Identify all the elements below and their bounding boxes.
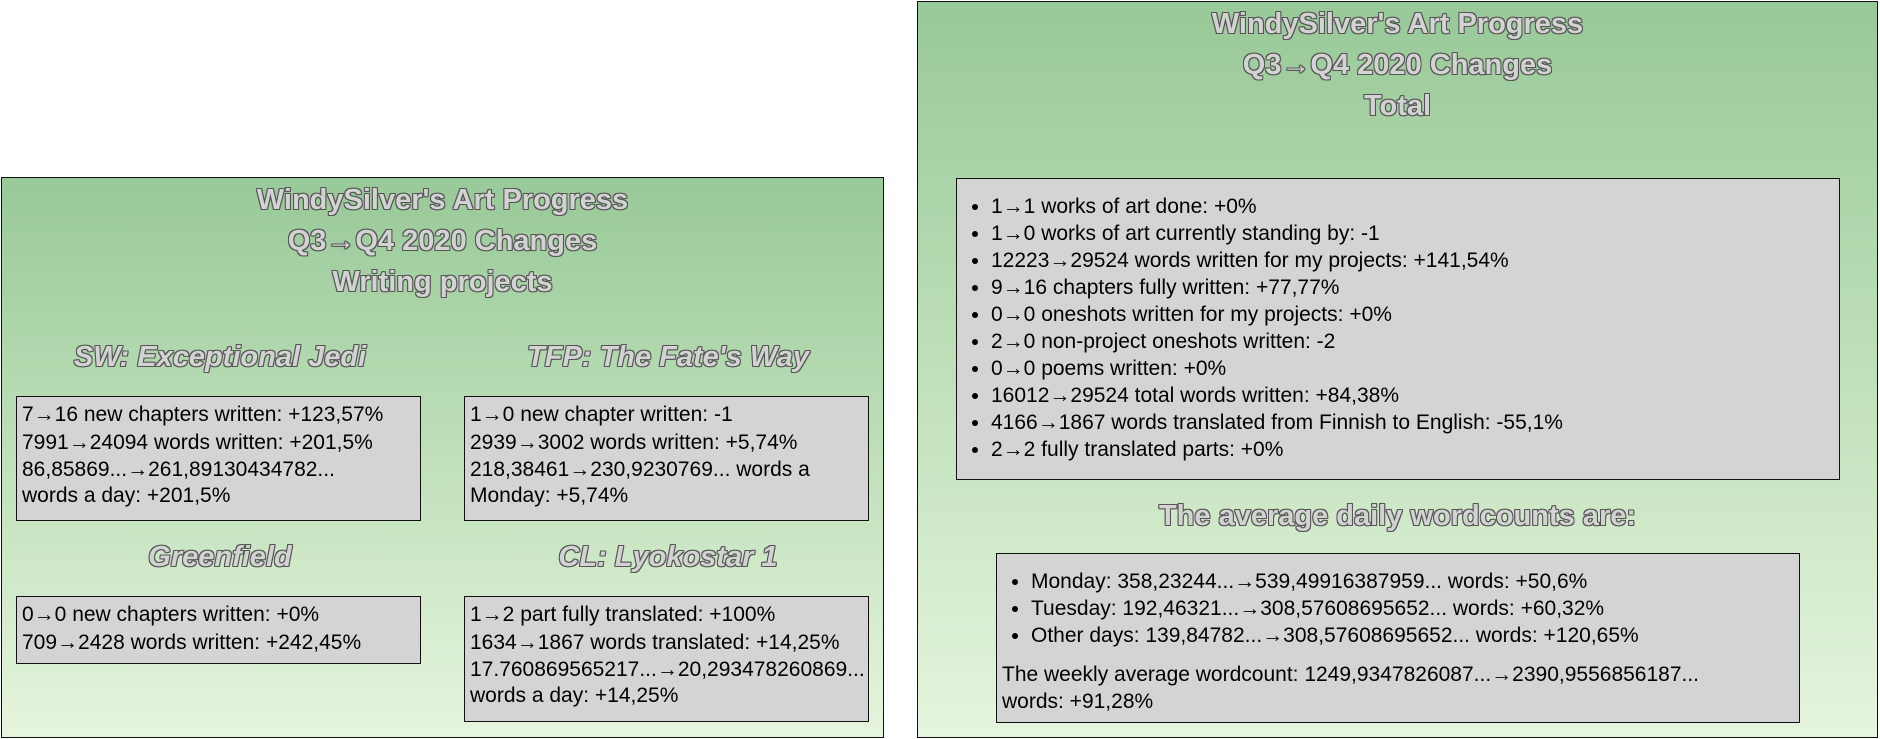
totals-list: [957, 193, 1839, 463]
panel-title-line-1: WindySilver's Art Progress: [1211, 8, 1584, 40]
panel-title: [2, 180, 883, 303]
daily-averages-list: [997, 568, 1799, 649]
project-stats-tfp-the-fates-way: [464, 396, 869, 521]
project-stat-line: 7991→24094 words written: +201,5%: [22, 431, 373, 454]
project-heading-cl-lyokostar-1: CL: Lyokostar 1: [558, 541, 778, 573]
panel-title-line-1: WindySilver's Art Progress: [256, 184, 629, 216]
totals-list-box: [956, 178, 1840, 480]
panel-title-line-3: Total: [1363, 90, 1432, 122]
list-item: • 2→0 non-project oneshots written: -2: [991, 328, 1839, 355]
list-item: • 0→0 poems written: +0%: [991, 355, 1839, 382]
project-stat-line: 709→2428 words written: +242,45%: [22, 631, 362, 654]
project-stat-line: 2939→3002 words written: +5,74%: [470, 431, 798, 454]
writing-projects-panel: [1, 177, 884, 738]
weekly-average: The weekly average wordcount: 1249,9347826087...→2390,9556856187... words: +91,28%: [1002, 663, 1700, 713]
total-panel: [917, 1, 1878, 738]
list-item: • 0→0 oneshots written for my projects: +0%: [991, 301, 1839, 328]
list-item: • 1→0 works of art currently standing by: -1: [991, 220, 1839, 247]
project-stat-line: 0→0 new chapters written: +0%: [22, 603, 320, 626]
project-stat-line: 7→16 new chapters written: +123,57%: [22, 403, 384, 426]
list-item: • 4166→1867 words translated from Finnish to English: -55,1%: [991, 409, 1839, 436]
list-item: • 9→16 chapters fully written: +77,77%: [991, 274, 1839, 301]
project-stat-line: 1→2 part fully translated: +100%: [470, 603, 776, 626]
list-item: • 2→2 fully translated parts: +0%: [991, 436, 1839, 463]
project-stats-greenfield: [16, 596, 421, 664]
project-stat-line: 218,38461→230,9230769... words a Monday: +5,74%: [470, 458, 810, 507]
panel-title: [918, 4, 1877, 127]
project-heading-sw-exceptional-jedi: SW: Exceptional Jedi: [73, 341, 367, 373]
project-heading-greenfield: Greenfield: [148, 541, 292, 573]
list-item: • 16012→29524 total words written: +84,38%: [991, 382, 1839, 409]
list-item: • Monday: 358,23244...→539,49916387959... words: +50,6%: [1031, 568, 1799, 595]
list-item: • Tuesday: 192,46321...→308,57608695652... words: +60,32%: [1031, 595, 1799, 622]
daily-averages-box: [996, 553, 1800, 723]
list-item: • Other days: 139,84782...→308,57608695652... words: +120,65%: [1031, 622, 1799, 649]
list-item: • 1→1 works of art done: +0%: [991, 193, 1839, 220]
average-heading: The average daily wordcounts are:: [1158, 500, 1637, 532]
project-stat-line: 86,85869...→261,89130434782... words a day: +201,5%: [22, 458, 335, 507]
project-heading-tfp-the-fates-way: TFP: The Fate's Way: [527, 341, 809, 373]
project-stats-cl-lyokostar-1: [464, 596, 869, 722]
panel-title-line-2: Q3→Q4 2020 Changes: [1242, 49, 1553, 81]
project-stat-line: 1634→1867 words translated: +14,25%: [470, 631, 840, 654]
project-stats-sw-exceptional-jedi: [16, 396, 421, 521]
panel-title-line-2: Q3→Q4 2020 Changes: [287, 225, 598, 257]
project-stat-line: 1→0 new chapter written: -1: [470, 403, 733, 426]
list-item: • 12223→29524 words written for my projects: +141,54%: [991, 247, 1839, 274]
panel-title-line-3: Writing projects: [332, 266, 553, 298]
project-stat-line: 17.760869565217...→20,293478260869... words a day: +14,25%: [470, 658, 865, 707]
